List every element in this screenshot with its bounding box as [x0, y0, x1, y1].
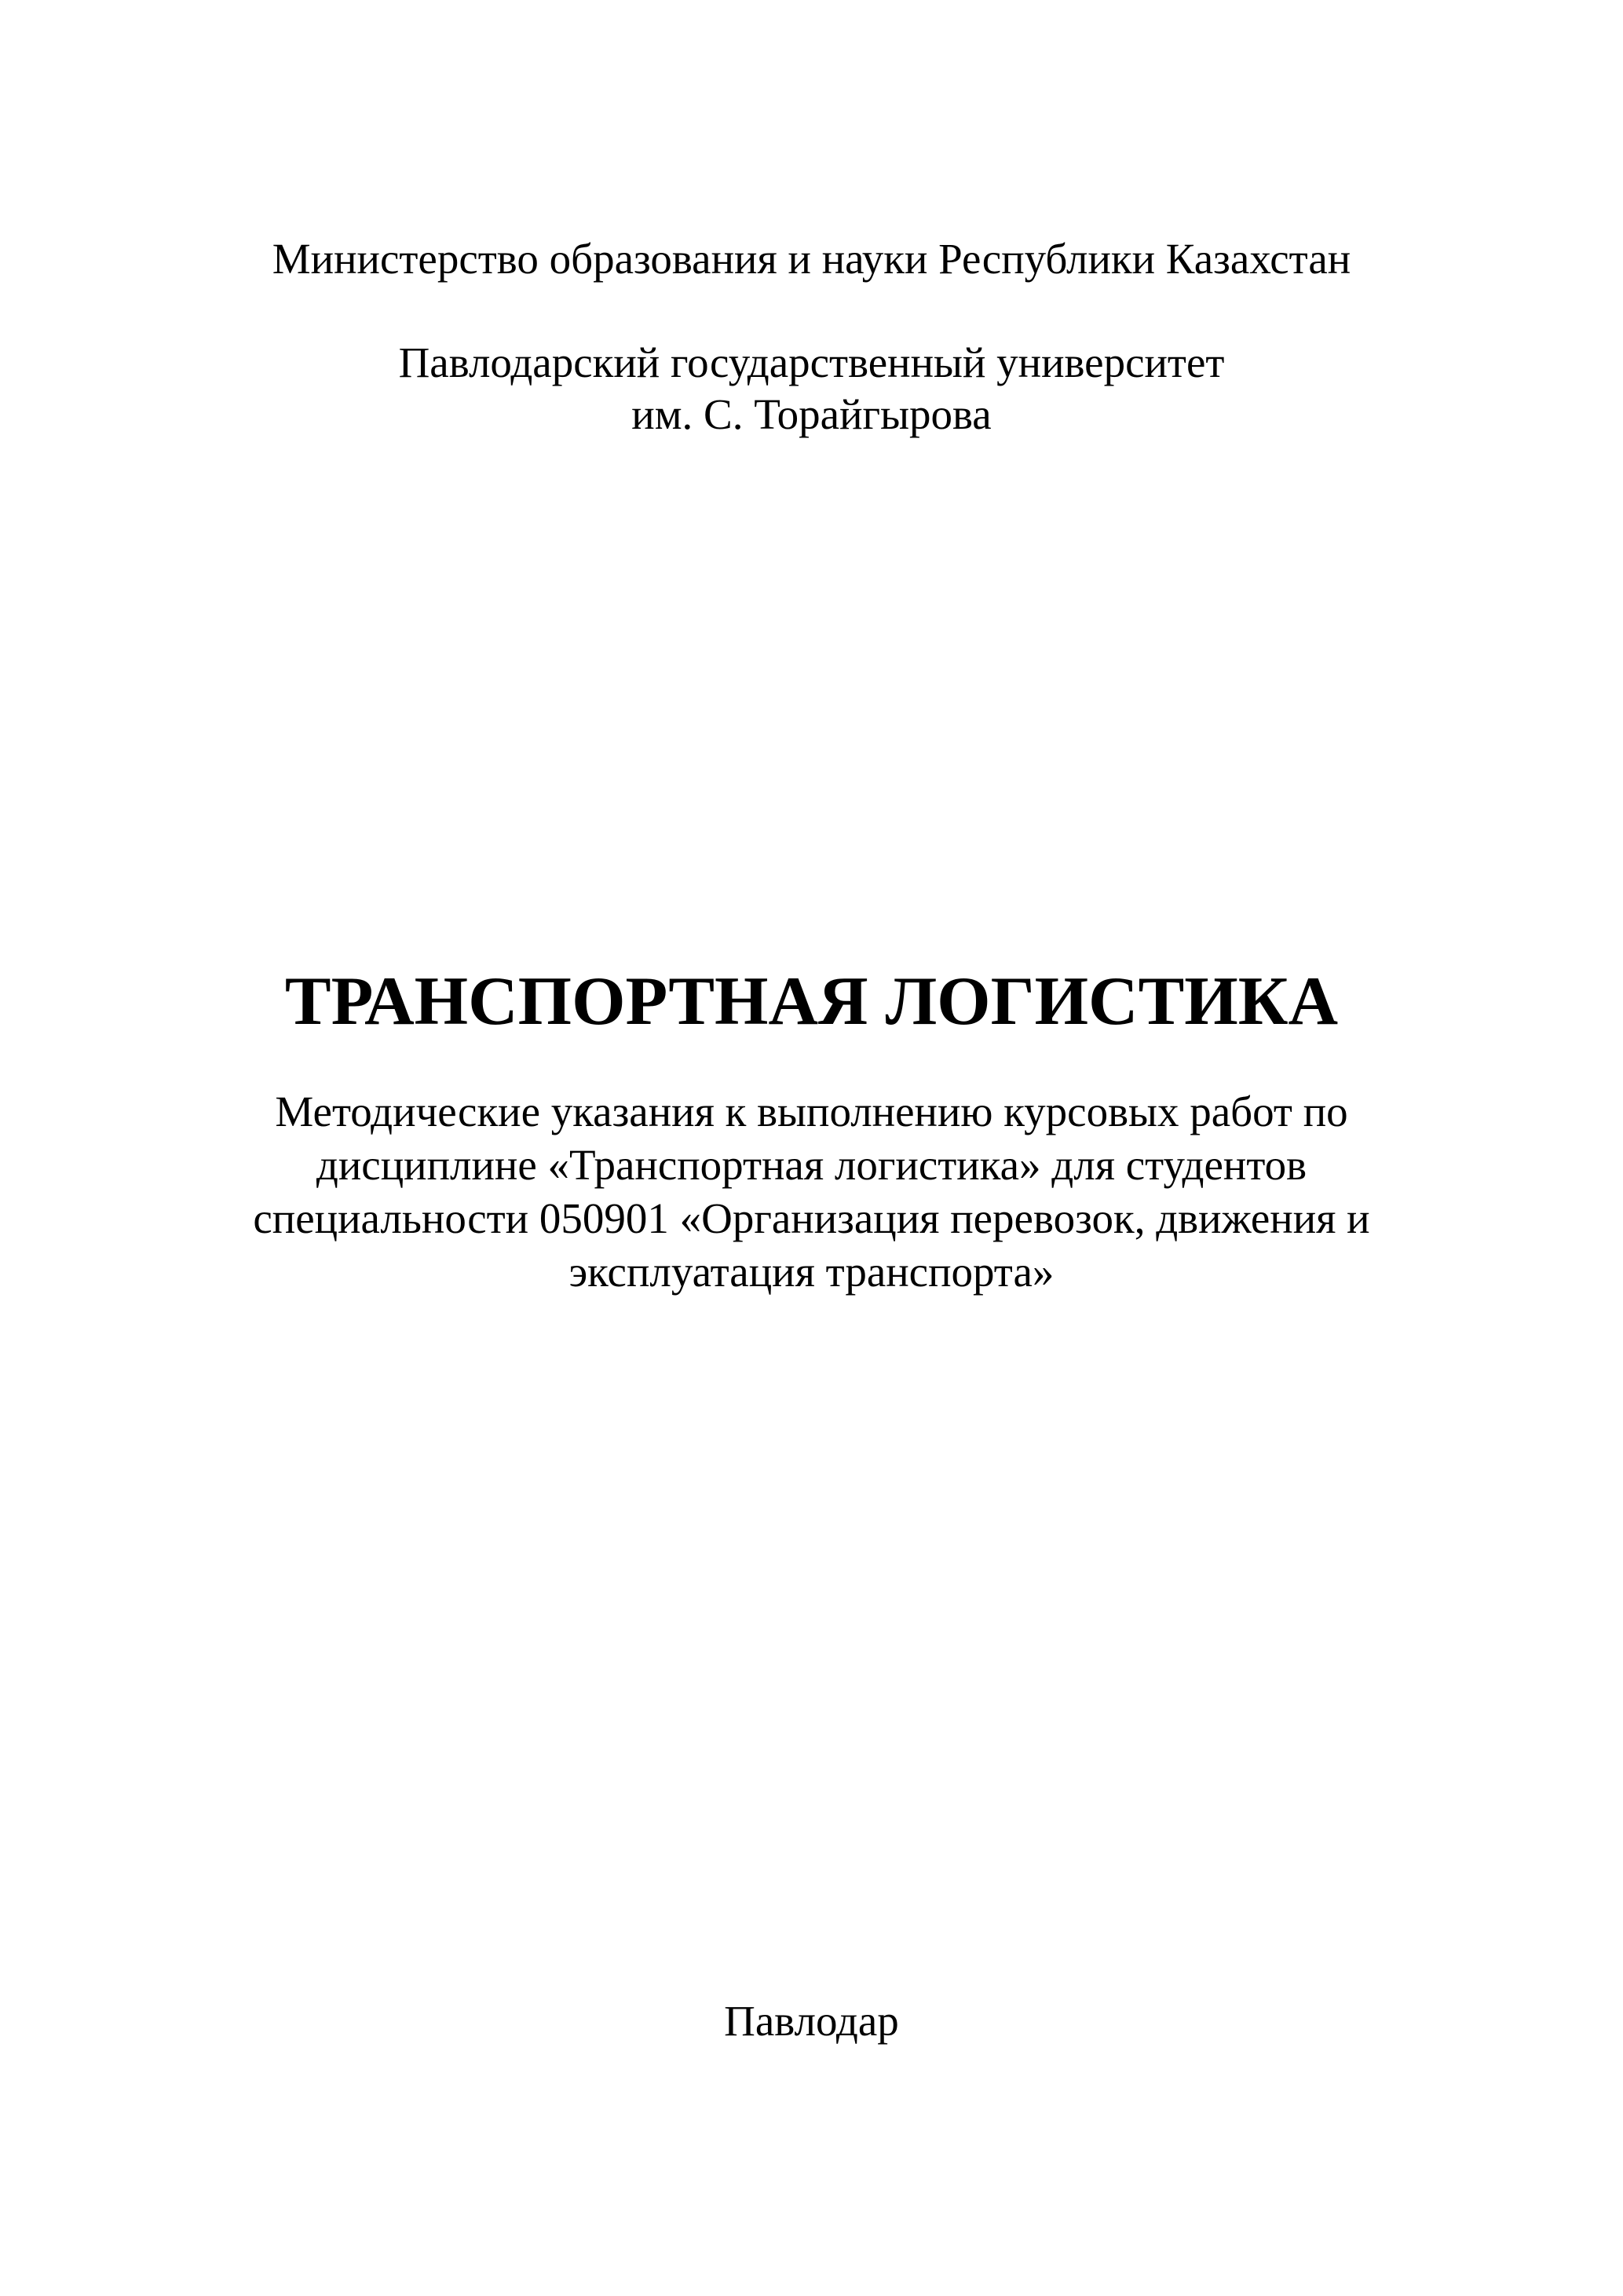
- university-name-line2: им. С. Торайгырова: [631, 390, 992, 438]
- document-description: [0, 1085, 1623, 1299]
- city-name: Павлодар: [724, 1997, 899, 2045]
- description-line: дисциплине «Транспортная логистика» для студентов: [316, 1141, 1307, 1189]
- description-line: Методические указания к выполнению курсовых работ по: [275, 1088, 1348, 1135]
- ministry-name: Министерство образования и науки Республики Казахстан: [272, 235, 1351, 283]
- university-name-line1: Павлодарский государственный университет: [398, 338, 1225, 386]
- description-line: эксплуатация транспорта»: [568, 1248, 1055, 1296]
- document-title: ТРАНСПОРТНАЯ ЛОГИСТИКА: [284, 963, 1339, 1040]
- description-line: специальности 050901 «Организация перевозок, движения и: [253, 1194, 1370, 1242]
